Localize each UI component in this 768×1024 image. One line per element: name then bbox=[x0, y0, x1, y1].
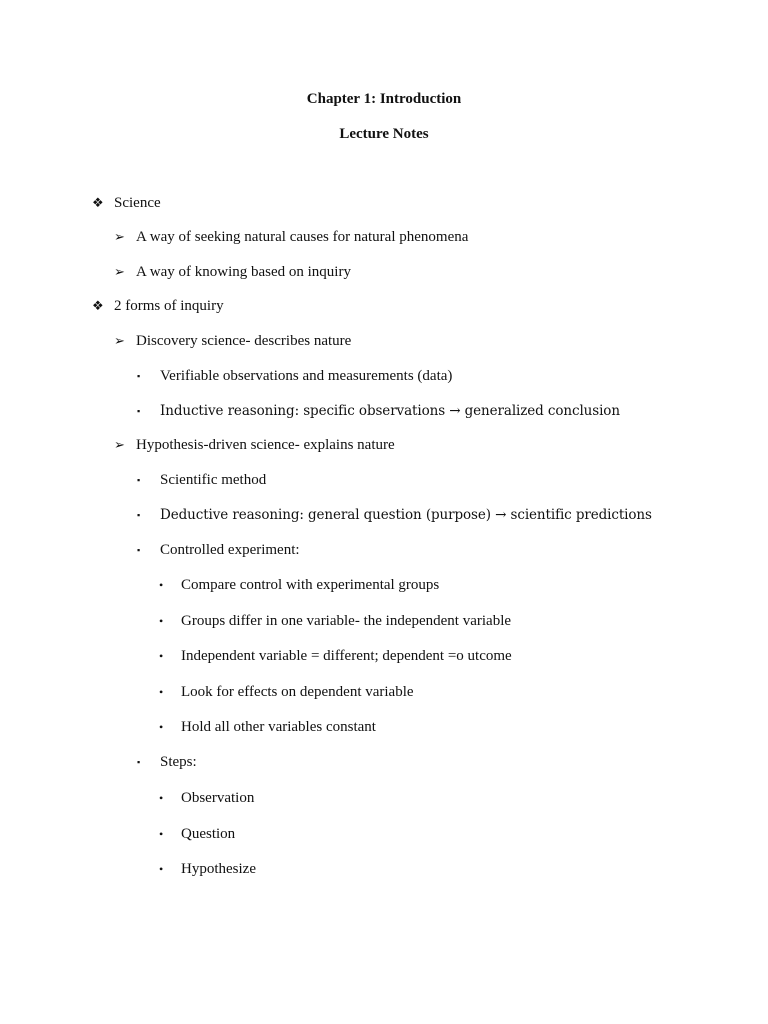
outline-item bbox=[159, 576, 439, 594]
outline-item-science bbox=[92, 194, 161, 212]
outline-item-text: Controlled experiment: bbox=[160, 542, 300, 558]
outline-item bbox=[137, 402, 620, 420]
outline-item bbox=[114, 436, 395, 454]
outline-item-forms-of-inquiry bbox=[92, 297, 224, 315]
outline-item-text: Scientific method bbox=[160, 472, 267, 488]
outline-item bbox=[137, 367, 452, 385]
outline-item bbox=[159, 825, 235, 843]
square-bullet-icon: ▪ bbox=[137, 757, 141, 767]
outline-item bbox=[114, 332, 351, 350]
outline-item bbox=[137, 753, 197, 771]
outline-item bbox=[114, 263, 351, 281]
outline-item-text: Question bbox=[181, 826, 236, 842]
outline-item bbox=[137, 506, 652, 524]
round-bullet-icon: • bbox=[159, 720, 164, 734]
square-bullet-icon: ▪ bbox=[137, 406, 141, 416]
arrow-bullet-icon: ➢ bbox=[114, 229, 125, 244]
outline-item-text: Independent variable = different; dependent =o utcome bbox=[181, 648, 512, 664]
outline-item-text: Deductive reasoning: general question (purpose) → scientific predictions bbox=[160, 507, 652, 523]
outline-item bbox=[159, 647, 512, 665]
outline-item-text: Discovery science- describes nature bbox=[136, 333, 352, 349]
outline-item bbox=[159, 612, 511, 630]
arrow-bullet-icon: ➢ bbox=[114, 333, 125, 348]
square-bullet-icon: ▪ bbox=[137, 545, 141, 555]
outline-item-text: Inductive reasoning: specific observations → generalized conclusion bbox=[160, 403, 620, 419]
round-bullet-icon: • bbox=[159, 685, 164, 699]
round-bullet-icon: • bbox=[159, 827, 164, 841]
document-subtitle: Lecture Notes bbox=[339, 126, 429, 142]
square-bullet-icon: ▪ bbox=[137, 371, 141, 381]
outline-item-text: Compare control with experimental groups bbox=[181, 577, 440, 593]
outline-item-text: A way of knowing based on inquiry bbox=[136, 264, 351, 280]
round-bullet-icon: • bbox=[159, 791, 164, 805]
outline-item-text: Hypothesis-driven science- explains nature bbox=[136, 437, 395, 453]
outline-item-text: Science bbox=[114, 195, 161, 211]
outline-item-text: Verifiable observations and measurements (data) bbox=[160, 368, 453, 384]
outline-item bbox=[137, 541, 300, 559]
outline-item bbox=[159, 683, 414, 701]
outline-item-text: Look for effects on dependent variable bbox=[181, 684, 414, 700]
round-bullet-icon: • bbox=[159, 862, 164, 876]
outline-item bbox=[159, 718, 376, 736]
outline-item bbox=[114, 228, 468, 246]
outline-item-text: Hold all other variables constant bbox=[181, 719, 376, 735]
outline-item-text: 2 forms of inquiry bbox=[114, 298, 224, 314]
round-bullet-icon: • bbox=[159, 578, 164, 592]
outline-item-text: Groups differ in one variable- the independent variable bbox=[181, 613, 512, 629]
round-bullet-icon: • bbox=[159, 649, 164, 663]
diamond-star-bullet-icon: ❖ bbox=[92, 298, 104, 313]
square-bullet-icon: ▪ bbox=[137, 475, 141, 485]
square-bullet-icon: ▪ bbox=[137, 510, 141, 520]
round-bullet-icon: • bbox=[159, 614, 164, 628]
arrow-bullet-icon: ➢ bbox=[114, 264, 125, 279]
outline-item bbox=[159, 789, 254, 807]
arrow-bullet-icon: ➢ bbox=[114, 437, 125, 452]
outline-item-text: Steps: bbox=[160, 754, 197, 770]
outline-item-text: A way of seeking natural causes for natural phenomena bbox=[136, 229, 469, 245]
diamond-star-bullet-icon: ❖ bbox=[92, 195, 104, 210]
outline-item-text: Hypothesize bbox=[181, 861, 256, 877]
outline-item-text: Observation bbox=[181, 790, 255, 806]
outline-item bbox=[159, 860, 256, 878]
document-title: Chapter 1: Introduction bbox=[306, 91, 462, 107]
outline-item bbox=[137, 471, 266, 489]
